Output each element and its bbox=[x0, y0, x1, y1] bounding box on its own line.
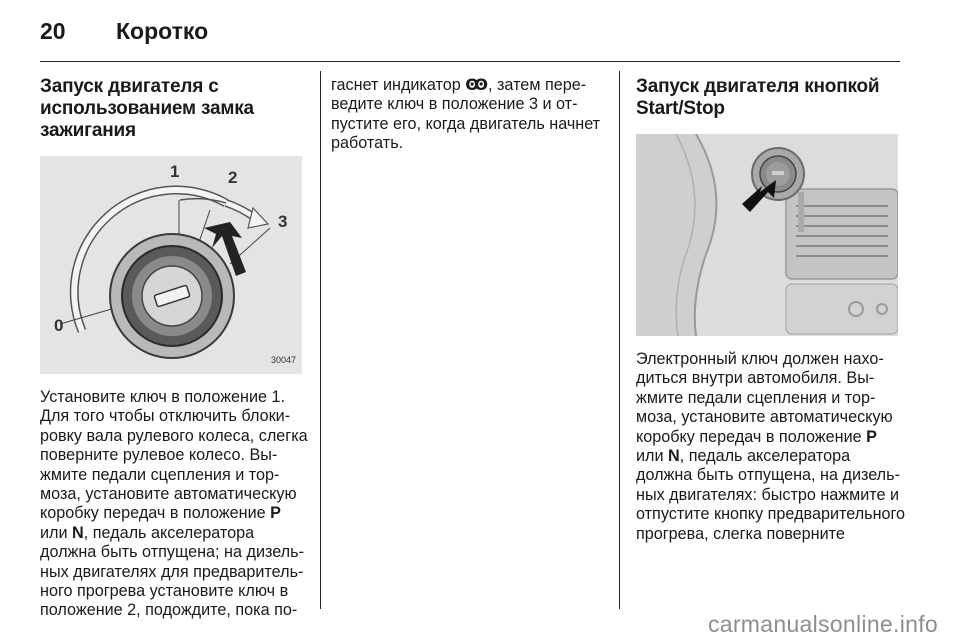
gear-p: P bbox=[270, 504, 281, 523]
text-segment: , педаль акселератора должна быть отпущена; на дизельных двигателях для предварительного прогрева установите ключ в положение 2, подождите, пока по- bbox=[40, 523, 304, 620]
figure-code: 30047 bbox=[270, 354, 296, 365]
text-segment: или bbox=[636, 447, 669, 466]
watermark: carmanualsonline.info bbox=[707, 611, 938, 637]
gear-n: N bbox=[72, 523, 84, 542]
section-heading-ignition-lock: Запуск двигателя с использованием замка зажигания bbox=[40, 76, 254, 141]
start-stop-illustration bbox=[636, 134, 898, 336]
ignition-lock-instructions bbox=[40, 388, 308, 621]
ignition-lock-illustration bbox=[40, 156, 302, 374]
text-segment: Установите ключ в положение 1. Для того чтобы отключить блокировку вала рулевого колеса, слегка поверните рулевое колесо. Выжмите педали сцепления и тормоза, установите автоматическую коробку передач в положение bbox=[40, 388, 308, 523]
column-middle bbox=[331, 76, 611, 154]
text-segment: , затем переведите ключ в положение 3 и отпустите его, когда двигатель начнет работать. bbox=[331, 76, 601, 153]
gear-n: N bbox=[668, 447, 680, 466]
column-right bbox=[636, 76, 906, 544]
text-segment: или bbox=[40, 523, 73, 542]
column-divider-1 bbox=[320, 71, 321, 609]
section-heading-start-stop: Запуск двигателя кнопкой Start/Stop bbox=[636, 76, 880, 119]
preheat-indicator-icon: Ꙭ bbox=[465, 76, 489, 94]
page-number: 20 bbox=[40, 18, 66, 44]
text-segment: Электронный ключ должен находиться внутри автомобиля. Выжмите педали сцепления и тормоза, установите автоматическую коробку передач в положение bbox=[636, 350, 893, 446]
start-stop-figure bbox=[636, 134, 898, 336]
column-divider-2 bbox=[619, 71, 620, 609]
header-rule bbox=[40, 61, 900, 62]
gear-p: P bbox=[866, 427, 877, 446]
position-label-0: 0 bbox=[54, 316, 64, 335]
position-label-2: 2 bbox=[228, 168, 238, 187]
ignition-lock-figure bbox=[40, 156, 302, 374]
position-label-3: 3 bbox=[278, 212, 288, 231]
page-title: Коротко bbox=[116, 18, 209, 44]
start-stop-instructions bbox=[636, 350, 906, 544]
position-label-1: 1 bbox=[170, 162, 180, 181]
column-left bbox=[40, 76, 308, 621]
text-segment: гаснет индикатор bbox=[331, 76, 466, 94]
continuation-text bbox=[331, 76, 611, 154]
text-segment: , педаль акселератора должна быть отпущена, на дизельных двигателях: быстро нажмите и отпустите кнопку предварительного прогрева, слегка поверните bbox=[636, 447, 906, 543]
